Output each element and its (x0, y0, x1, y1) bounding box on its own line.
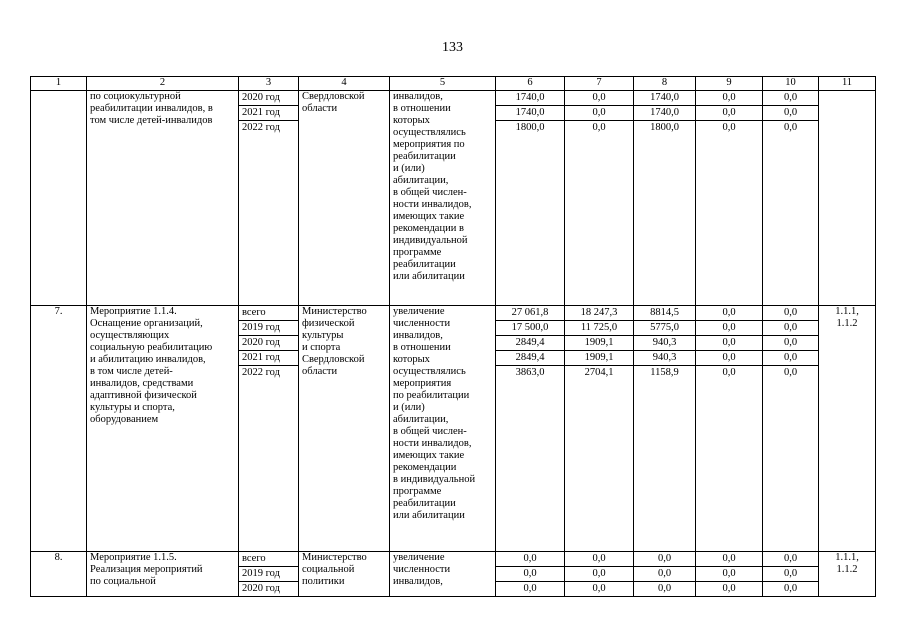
col-header: 3 (239, 77, 299, 91)
federal-budget-value: 2704,1 (584, 367, 614, 378)
period-value: 2022 год (242, 122, 280, 133)
local-budget-value: 0,0 (696, 552, 762, 567)
extra-budget-value: 0,0 (763, 336, 818, 351)
col-header: 9 (696, 77, 763, 91)
total-amount-value: 0,0 (496, 567, 564, 582)
regional-budget-value: 1800,0 (650, 122, 679, 133)
extra-budget-value: 0,0 (783, 367, 798, 378)
row-number: 7. (31, 306, 87, 552)
extra-budget-value: 0,0 (763, 321, 818, 336)
table-row (31, 552, 876, 597)
period-value: 2019 год (239, 567, 298, 582)
regional-budget-value: 1158,9 (650, 367, 679, 378)
extra-budget-value: 0,0 (763, 91, 818, 106)
total-amount-value: 0,0 (496, 552, 564, 567)
period (239, 91, 299, 306)
local-budget-value: 0,0 (696, 106, 762, 121)
federal-budget (565, 91, 634, 306)
executor: Министерство социальной политики (299, 552, 390, 597)
target-reference: 1.1.1, 1.1.2 (819, 306, 876, 552)
extra-budget-value: 0,0 (783, 583, 798, 594)
page-number: 133 (442, 40, 463, 55)
total-amount-value: 2849,4 (496, 351, 564, 366)
table-row (31, 306, 876, 552)
regional-budget-value: 0,0 (634, 552, 695, 567)
period (239, 552, 299, 597)
target-indicator: увеличение численности инвалидов, в отношении которых осуществлялись мероприятия по реабилитации и (или) абилитации, в общей числен- ности инвалидов, имеющих такие рекомендации в индивидуальной программе реабилитации или абилитации (390, 306, 496, 552)
regional-budget-value: 940,3 (634, 351, 695, 366)
regional-budget-value: 8814,5 (634, 306, 695, 321)
extra-budget (763, 306, 819, 552)
federal-budget (565, 552, 634, 597)
local-budget-value: 0,0 (696, 306, 762, 321)
col-header: 5 (390, 77, 496, 91)
period-value: 2019 год (239, 321, 298, 336)
federal-budget-value: 0,0 (592, 583, 606, 594)
federal-budget-value: 0,0 (565, 567, 633, 582)
regional-budget-value: 5775,0 (634, 321, 695, 336)
regional-budget (634, 91, 696, 306)
program-table (30, 76, 876, 597)
local-budget-value: 0,0 (722, 122, 736, 133)
total-amount (496, 552, 565, 597)
total-amount-value: 1740,0 (496, 106, 564, 121)
regional-budget-value: 0,0 (634, 567, 695, 582)
total-amount-value: 1800,0 (515, 122, 545, 133)
total-amount (496, 91, 565, 306)
local-budget-value: 0,0 (696, 351, 762, 366)
local-budget-value: 0,0 (722, 583, 736, 594)
federal-budget-value: 0,0 (565, 552, 633, 567)
period-value: 2021 год (239, 351, 298, 366)
row-number (31, 91, 87, 306)
header-row (31, 77, 876, 91)
local-budget (696, 306, 763, 552)
extra-budget-value: 0,0 (763, 567, 818, 582)
target-reference (819, 91, 876, 306)
col-header: 1 (31, 77, 87, 91)
local-budget (696, 552, 763, 597)
program-table-container (30, 76, 875, 598)
period-value: 2021 год (239, 106, 298, 121)
target-indicator: инвалидов, в отношении которых осуществлялись мероприятия по реабилитации и (или) абилитации, в общей числен- ности инвалидов, имеющих такие рекомендации в индивидуальной программе реабилитации или абилитации (390, 91, 496, 306)
extra-budget (763, 552, 819, 597)
regional-budget-value: 0,0 (657, 583, 672, 594)
target-indicator: увеличение численности инвалидов, (390, 552, 496, 597)
extra-budget-value: 0,0 (763, 106, 818, 121)
extra-budget-value: 0,0 (763, 351, 818, 366)
col-header: 4 (299, 77, 390, 91)
total-amount (496, 306, 565, 552)
col-header: 7 (565, 77, 634, 91)
col-header: 11 (819, 77, 876, 91)
local-budget-value: 0,0 (696, 336, 762, 351)
period-value: 2020 год (239, 336, 298, 351)
regional-budget (634, 552, 696, 597)
total-amount-value: 3863,0 (515, 367, 545, 378)
total-amount-value: 1740,0 (496, 91, 564, 106)
period-value: всего (239, 552, 298, 567)
col-header: 8 (634, 77, 696, 91)
extra-budget-value: 0,0 (783, 122, 798, 133)
period-value: всего (239, 306, 298, 321)
local-budget-value: 0,0 (722, 367, 736, 378)
federal-budget-value: 0,0 (565, 106, 633, 121)
total-amount-value: 17 500,0 (496, 321, 564, 336)
federal-budget-value: 11 725,0 (565, 321, 633, 336)
col-header: 10 (763, 77, 819, 91)
period-value: 2022 год (242, 367, 280, 378)
federal-budget-value: 1909,1 (565, 336, 633, 351)
measure-name: Мероприятие 1.1.4. Оснащение организаций, осуществляющих социальную реабилитацию и абилитацию инвалидов, в том числе детей- инвалидов, средствами адаптивной физической культуры и спорта, оборудованием (87, 306, 239, 552)
col-header: 2 (87, 77, 239, 91)
federal-budget-value: 0,0 (565, 91, 633, 106)
federal-budget (565, 306, 634, 552)
federal-budget-value: 1909,1 (565, 351, 633, 366)
extra-budget-value: 0,0 (763, 306, 818, 321)
period-value: 2020 год (239, 91, 298, 106)
total-amount-value: 27 061,8 (496, 306, 564, 321)
period (239, 306, 299, 552)
measure-name: по социокультурной реабилитации инвалидов, в том числе детей-инвалидов (87, 91, 239, 306)
regional-budget-value: 1740,0 (634, 106, 695, 121)
federal-budget-value: 18 247,3 (565, 306, 633, 321)
measure-name: Мероприятие 1.1.5. Реализация мероприятий по социальной (87, 552, 239, 597)
executor: Свердловской области (299, 91, 390, 306)
regional-budget-value: 940,3 (634, 336, 695, 351)
local-budget-value: 0,0 (696, 91, 762, 106)
period-value: 2020 год (242, 583, 280, 594)
regional-budget (634, 306, 696, 552)
extra-budget (763, 91, 819, 306)
local-budget-value: 0,0 (696, 321, 762, 336)
local-budget-value: 0,0 (696, 567, 762, 582)
executor: Министерство физической культуры и спорта Свердловской области (299, 306, 390, 552)
target-reference: 1.1.1, 1.1.2 (819, 552, 876, 597)
regional-budget-value: 1740,0 (634, 91, 695, 106)
total-amount-value: 2849,4 (496, 336, 564, 351)
row-number: 8. (31, 552, 87, 597)
total-amount-value: 0,0 (523, 583, 537, 594)
extra-budget-value: 0,0 (763, 552, 818, 567)
table-row (31, 91, 876, 306)
col-header: 6 (496, 77, 565, 91)
local-budget (696, 91, 763, 306)
federal-budget-value: 0,0 (592, 122, 606, 133)
